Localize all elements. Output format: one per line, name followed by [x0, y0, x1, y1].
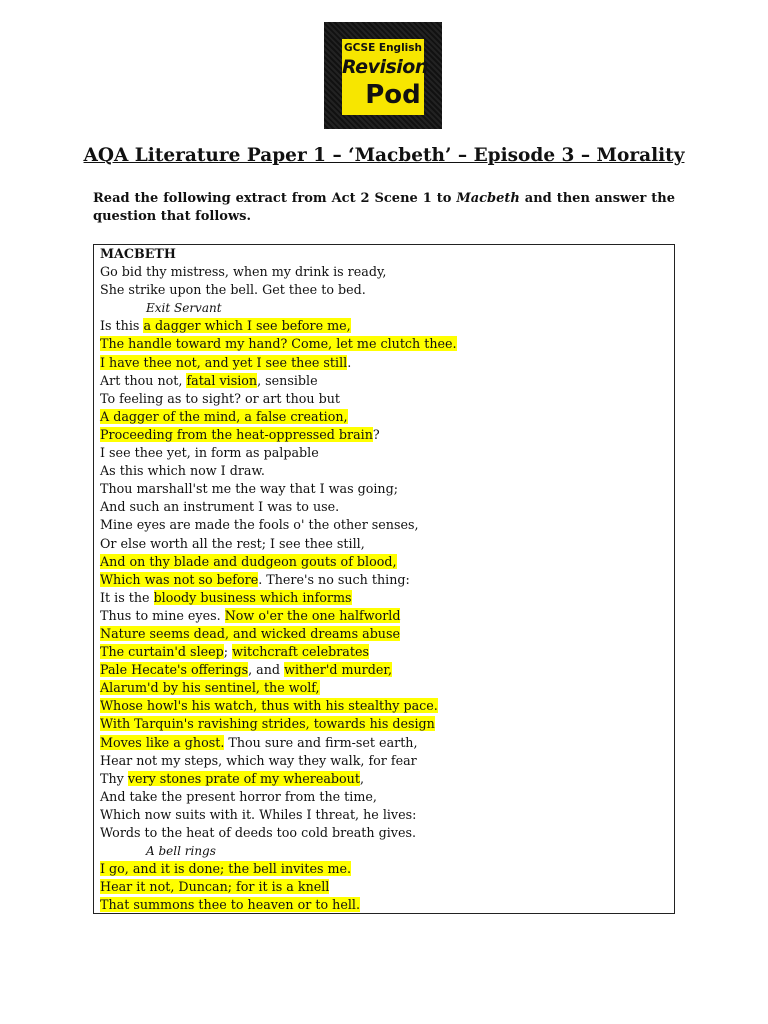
highlighted-text: The handle toward my hand? Come, let me clutch thee.	[100, 336, 457, 352]
instructions-before: Read the following extract from Act 2 Scene 1 to	[93, 191, 457, 206]
highlighted-text: Moves like a ghost.	[100, 734, 225, 750]
highlighted-text: The curtain'd sleep	[100, 644, 224, 660]
instructions	[93, 190, 675, 226]
line-text: Is this	[100, 318, 144, 334]
line-text: , and	[248, 662, 285, 678]
verse-line	[100, 589, 457, 607]
line-text: Thou sure and firm-set earth,	[224, 734, 418, 750]
highlighted-text: I go, and it is done; the bell invites me.	[100, 861, 352, 877]
line-text: As this which now I draw.	[100, 463, 265, 479]
logo-top-text: GCSE English	[344, 42, 422, 54]
verse-line	[100, 734, 457, 752]
line-text: . There's no such thing:	[258, 571, 410, 587]
verse-line	[100, 607, 457, 625]
line-text: .	[347, 354, 352, 370]
line-text: Thy	[100, 770, 128, 786]
verse-line	[100, 462, 457, 480]
highlighted-text: Alarum'd by his sentinel, the wolf,	[100, 680, 320, 696]
verse-line	[100, 715, 457, 733]
highlighted-text: Proceeding from the heat-oppressed brain	[100, 426, 373, 442]
line-text: Thou marshall'st me the way that I was going;	[100, 481, 399, 497]
verse-line	[100, 480, 457, 498]
verse-line	[100, 697, 457, 715]
highlighted-text: Now o'er the one halfworld	[224, 607, 401, 623]
highlighted-text: witchcraft celebrates	[232, 644, 369, 660]
verse-line	[100, 498, 457, 516]
line-text: I see thee yet, in form as palpable	[100, 445, 319, 461]
page-title: AQA Literature Paper 1 – ‘Macbeth’ – Episode 3 – Morality	[83, 145, 685, 166]
highlighted-text: Hear it not, Duncan; for it is a knell	[100, 879, 330, 895]
line-text: Thus to mine eyes.	[100, 607, 225, 623]
line-text: Hear not my steps, which way they walk, for fear	[100, 752, 417, 768]
line-text: ,	[359, 770, 365, 786]
highlighted-text: very stones prate of my whereabout	[127, 770, 360, 786]
verse-line	[100, 896, 457, 914]
highlighted-text: a dagger which I see before me,	[143, 318, 351, 334]
verse-line	[100, 553, 457, 571]
verse-line	[100, 535, 457, 553]
verse-line	[100, 317, 457, 335]
instructions-play-title: Macbeth	[456, 191, 520, 206]
line-text: Or else worth all the rest; I see thee still,	[100, 535, 365, 551]
verse-line	[100, 408, 457, 426]
verse-line	[100, 770, 457, 788]
line-text: ?	[372, 426, 380, 442]
line-text: To feeling as to sight? or art thou but	[100, 390, 340, 406]
line-text: Go bid thy mistress, when my drink is ready,	[100, 264, 387, 280]
line-text: And such an instrument I was to use.	[100, 499, 340, 515]
verse-line	[100, 426, 457, 444]
verse-line	[100, 752, 457, 770]
verse-line	[100, 281, 457, 299]
verse-line	[100, 444, 457, 462]
line-text: Mine eyes are made the fools o' the other senses,	[100, 517, 419, 533]
highlighted-text: fatal vision	[186, 372, 258, 388]
extract-box	[93, 244, 675, 914]
highlighted-text: bloody business which informs	[153, 589, 352, 605]
logo-middle-text: Revision	[342, 56, 428, 78]
line-text: A bell rings	[146, 844, 216, 859]
verse-line	[100, 263, 457, 281]
verse-line	[100, 390, 457, 408]
verse-line	[100, 878, 457, 896]
highlighted-text: wither'd murder,	[284, 662, 393, 678]
speaker-name: MACBETH	[100, 246, 176, 261]
verse-line	[100, 643, 457, 661]
highlighted-text: A dagger of the mind, a false creation,	[100, 408, 348, 424]
line-text: ;	[223, 644, 233, 660]
extract-lines	[100, 245, 457, 914]
line-text: Art thou not,	[100, 372, 187, 388]
verse-line	[100, 806, 457, 824]
verse-line	[100, 679, 457, 697]
verse-line	[100, 788, 457, 806]
verse-line	[100, 516, 457, 534]
highlighted-text: And on thy blade and dudgeon gouts of blood,	[100, 553, 397, 569]
line-text: Which now suits with it. Whiles I threat, he lives:	[100, 806, 417, 822]
highlighted-text: I have thee not, and yet I see thee still	[100, 354, 348, 370]
line-text: , sensible	[257, 372, 318, 388]
line-text: It is the	[100, 589, 154, 605]
highlighted-text: Pale Hecate's offerings	[100, 662, 249, 678]
verse-line	[100, 571, 457, 589]
highlighted-text: That summons thee to heaven or to hell.	[100, 897, 360, 913]
stage-direction	[100, 299, 457, 317]
verse-line	[100, 625, 457, 643]
highlighted-text: Which was not so before	[100, 571, 259, 587]
line-text: Words to the heat of deeds too cold breath gives.	[100, 825, 417, 840]
logo-bottom-text: Pod	[365, 80, 421, 110]
stage-direction	[100, 842, 457, 860]
highlighted-text: Whose howl's his watch, thus with his stealthy pace.	[100, 698, 438, 714]
verse-line	[100, 372, 457, 390]
logo-panel	[342, 39, 428, 115]
highlighted-text: Nature seems dead, and wicked dreams abuse	[100, 625, 401, 641]
line-text: She strike upon the bell. Get thee to bed.	[100, 282, 366, 298]
verse-line	[100, 335, 457, 353]
verse-line	[100, 661, 457, 679]
verse-line	[100, 860, 457, 878]
instructions-after: and then answer the question that follows.	[93, 191, 675, 224]
verse-line	[100, 824, 457, 842]
highlighted-text: With Tarquin's ravishing strides, towards his design	[100, 716, 435, 732]
line-text: Exit Servant	[146, 301, 222, 316]
revision-pod-logo	[324, 22, 442, 129]
line-text: And take the present horror from the time,	[100, 788, 377, 804]
verse-line	[100, 354, 457, 372]
